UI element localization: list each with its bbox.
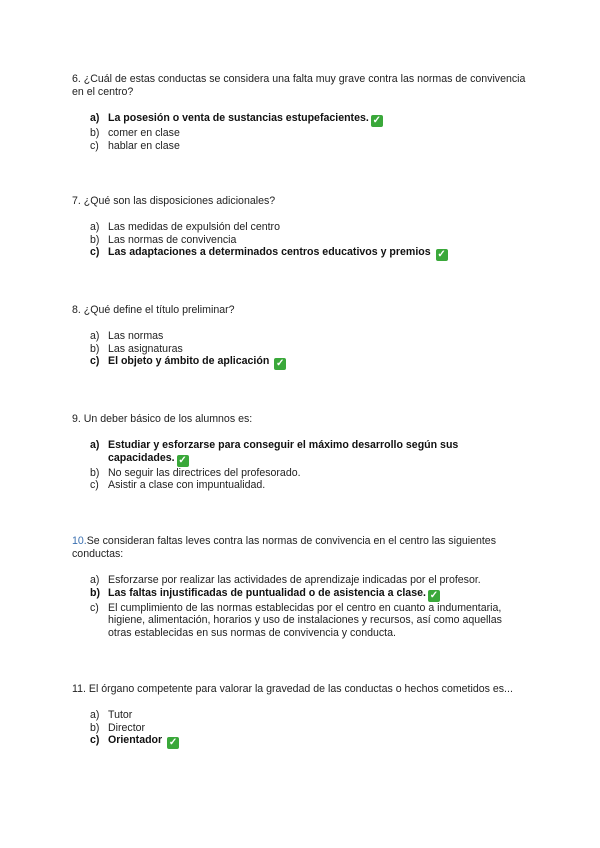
option-b: b) Las faltas injustificadas de puntualidad o de asistencia a clase. ✓ [90,586,439,601]
option-a: a) Tutor [90,709,133,721]
option-a: a) Esforzarse por realizar las actividades de aprendizaje indicadas por el profesor. [90,574,481,586]
check-icon: ✓ [372,115,382,126]
option-a: a) Las normas [90,330,164,342]
question-11 [72,683,532,749]
question-6 [72,73,532,152]
question-8 [72,304,532,370]
option-a: a) Estudiar y esforzarse para conseguir el máximo desarrollo según sus capacidades. ✓ [90,439,459,466]
question-7 [72,195,532,261]
question-10 [72,535,532,639]
question-stem: 10.Se consideran faltas leves contra las normas de convivencia en el centro las siguientes conductas: [72,535,496,560]
check-icon: ✓ [178,454,187,466]
check-icon: ✓ [276,358,285,369]
question-stem: 7. ¿Qué son las disposiciones adicionales? [72,195,276,207]
option-b: b) Director [90,721,146,734]
option-c: c) Asistir a clase con impuntualidad. [90,479,266,491]
question-9 [72,413,532,492]
option-b: b) No seguir las directrices del profesorado. [90,466,301,479]
check-icon: ✓ [437,249,446,260]
option-a: a) La posesión o venta de sustancias estupefacientes. ✓ [90,112,382,126]
option-c: c) Las adaptaciones a determinados centros educativos y premios ✓ [90,246,446,260]
option-c: c) hablar en clase [90,139,180,152]
question-stem: 11. El órgano competente para valorar la gravedad de las conductas o hechos cometidos es... [72,683,513,695]
option-b: b) Las normas de convivencia [90,233,237,246]
question-stem: 6. ¿Cuál de estas conductas se considera una falta muy grave contra las normas de convivencia en el centro? [72,73,526,98]
question-stem: 8. ¿Qué define el título preliminar? [72,304,235,316]
question-number: 10. [72,535,87,547]
option-c: c) El objeto y ámbito de aplicación ✓ [90,355,285,369]
option-a: a) Las medidas de expulsión del centro [90,221,280,233]
question-stem: 9. Un deber básico de los alumnos es: [72,413,253,425]
check-icon: ✓ [429,589,439,601]
check-icon: ✓ [168,737,178,748]
option-c: c) Orientador ✓ [90,734,178,748]
option-b: b) comer en clase [90,127,180,139]
option-c: c) El cumplimiento de las normas establecidas por el centro en cuanto a indumentaria, higiene, alimentación, horarios y uso de instalaciones y recursos, así como aquellas otras establecidas en sus normas de convivencia y conducta. [90,601,502,639]
option-b: b) Las asignaturas [90,342,183,355]
